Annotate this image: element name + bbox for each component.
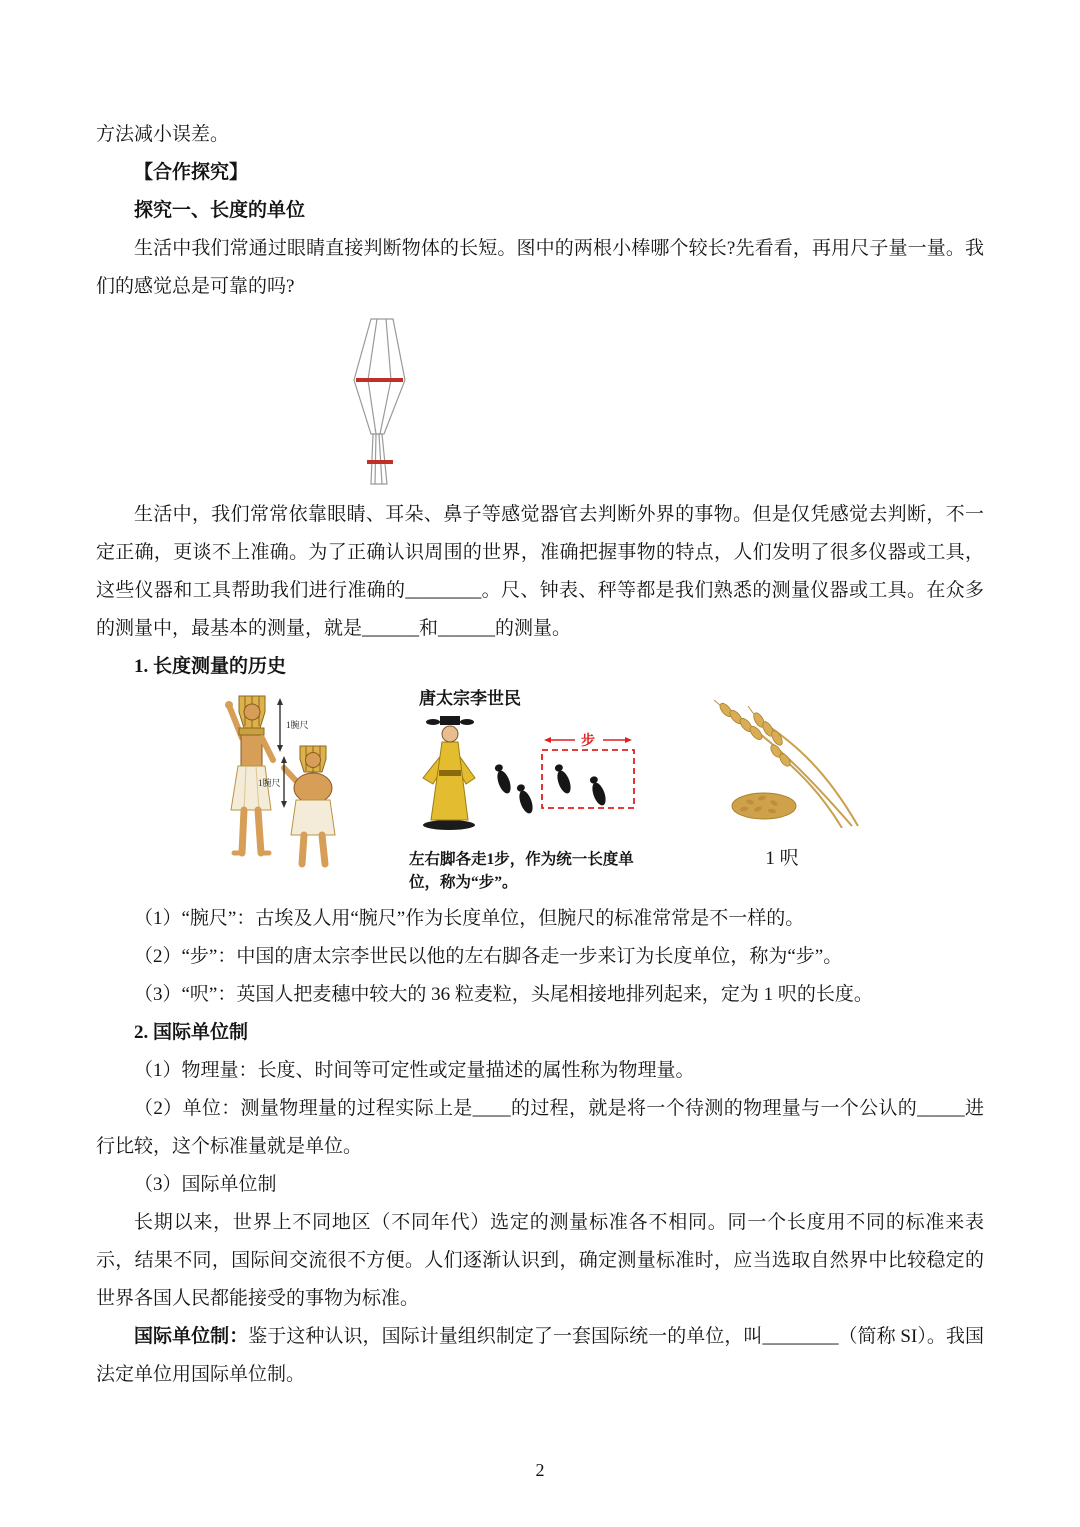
si-item-quantity: （1）物理量：长度、时间等可定性或定量描述的属性称为物理量。 <box>134 1060 695 1081</box>
explore-title: 探究一、长度的单位 <box>134 200 306 221</box>
foot-figure <box>692 688 872 872</box>
step-figure <box>409 688 644 894</box>
wheat-drawing <box>692 688 872 828</box>
si-paragraph: 长期以来，世界上不同地区（不同年代）选定的测量标准各不相同。同一个长度用不同的标准来表示，结果不同，国际间交流很不方便。人们逐渐认识到，确定测量标准时，应当选取自然界中比较稳定的世界各国人民都能接受的事物为标准。 <box>96 1212 984 1309</box>
coop-header: 【合作探究】 <box>134 162 249 183</box>
history-item-foot: （3）“呎”：英国人把麦穗中较大的 36 粒麦粒，头尾相接地排列起来，定为 1 呎的长度。 <box>134 984 873 1005</box>
page-content <box>96 116 984 1394</box>
si-definition-lead: 国际单位制： <box>134 1326 249 1347</box>
si-heading: 2. 国际单位制 <box>134 1022 249 1043</box>
step-caption: 左右脚各走1步，作为统一长度单位，称为“步”。 <box>409 851 634 891</box>
si-item-si: （3）国际单位制 <box>134 1174 277 1195</box>
si-definition <box>96 1318 984 1394</box>
stick-illusion-drawing <box>331 316 441 486</box>
stick-illusion-figure <box>331 316 984 486</box>
step-box <box>542 750 634 808</box>
history-item-step: （2）“步”：中国的唐太宗李世民以他的左右脚各走一步来订为长度单位，称为“步”。 <box>134 946 843 967</box>
cubit-figure <box>196 688 361 887</box>
page-number: 2 <box>535 1460 545 1480</box>
step-label: 步 <box>581 734 595 749</box>
history-item-cubit: （1）“腕尺”：古埃及人用“腕尺”作为长度单位，但腕尺的标准常常是不一样的。 <box>134 908 805 929</box>
egyptian-cubit-drawing <box>196 688 361 873</box>
history-figures-row <box>96 686 984 894</box>
history-heading: 1. 长度测量的历史 <box>134 656 287 677</box>
para-judge-by-eye: 生活中我们常通过眼睛直接判断物体的长短。图中的两根小棒哪个较长?先看看，再用尺子量一量。我们的感觉总是可靠的吗? <box>96 238 984 297</box>
foot-caption: 1 呎 <box>765 848 799 869</box>
cubit-label-2: 1腕尺 <box>258 778 281 788</box>
si-definition-rest: 鉴于这种认识，国际计量组织制定了一套国际统一的单位，叫________（简称 SI）。我国法定单位用国际单位制。 <box>96 1326 984 1385</box>
para-measurement-tools: 生活中，我们常常依靠眼睛、耳朵、鼻子等感觉器官去判断外界的事物。但是仅凭感觉去判断，不一定正确，更谈不上准确。为了正确认识周围的世界，准确把握事物的特点，人们发明了很多仪器或工具，这些仪器和工具帮助我们进行准确的________。尺、钟表、秤等都是我们熟悉的测量仪器或工具。在众多的测量中，最基本的测量，就是______和______的测量。 <box>96 504 984 639</box>
emperor-step-drawing <box>409 712 644 830</box>
emperor-title: 唐太宗李世民 <box>419 689 521 708</box>
intro-tail: 方法减小误差。 <box>96 124 230 145</box>
si-item-unit: （2）单位：测量物理量的过程实际上是____的过程，就是将一个待测的物理量与一个公认的_____进行比较，这个标准量就是单位。 <box>96 1098 984 1157</box>
cubit-label-1: 1腕尺 <box>286 720 309 730</box>
